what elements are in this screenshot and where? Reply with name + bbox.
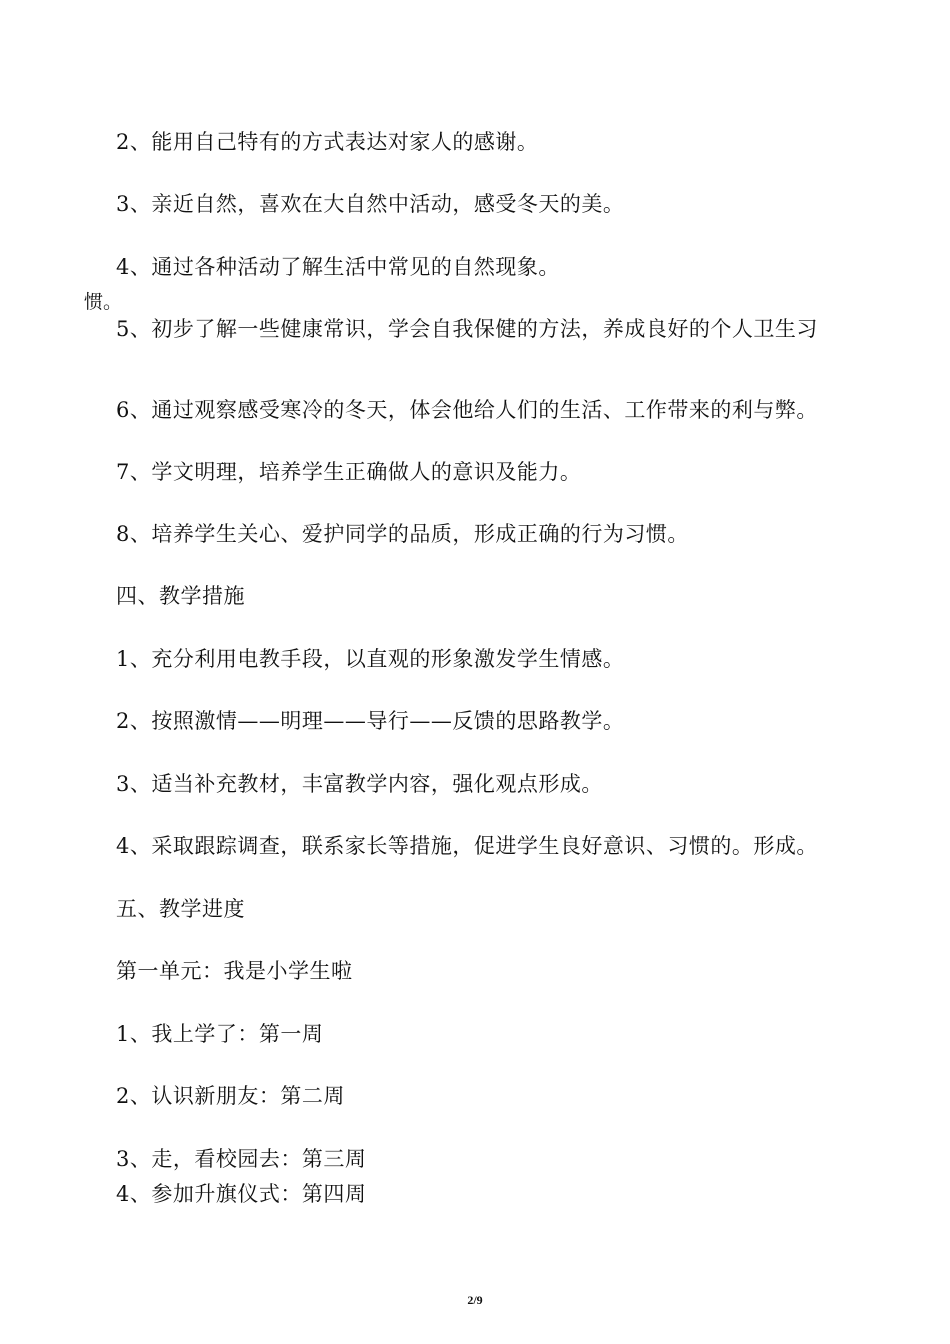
measure-line-2: 2、按照激情——明理——导行——反馈的思路教学。 — [116, 709, 625, 733]
objective-line-4: 4、通过各种活动了解生活中常见的自然现象。 — [116, 255, 560, 279]
page-number: 2/9 — [467, 1293, 483, 1307]
objective-line-2: 2、能用自己特有的方式表达对家人的感谢。 — [116, 130, 539, 154]
objective-line-6: 6、通过观察感受寒冷的冬天，体会他给人们的生活、工作带来的利与弊。 — [116, 398, 818, 422]
section-heading-measures: 四、教学措施 — [116, 584, 245, 608]
section-heading-schedule: 五、教学进度 — [116, 897, 245, 921]
objective-line-5: 5、初步了解一些健康常识，学会自我保健的方法，养成良好的个人卫生习 — [116, 317, 818, 341]
measure-line-3: 3、适当补充教材，丰富教学内容，强化观点形成。 — [116, 772, 603, 796]
measure-line-1: 1、充分利用电教手段，以直观的形象激发学生情感。 — [116, 647, 625, 671]
objective-line-7: 7、学文明理，培养学生正确做人的意识及能力。 — [116, 460, 582, 484]
measure-line-4: 4、采取跟踪调查，联系家长等措施，促进学生良好意识、习惯的。形成。 — [116, 834, 818, 858]
objective-line-8: 8、培养学生关心、爱护同学的品质，形成正确的行为习惯。 — [116, 522, 689, 546]
schedule-line-4: 4、参加升旗仪式：第四周 — [116, 1182, 367, 1206]
schedule-line-2: 2、认识新朋友：第二周 — [116, 1084, 345, 1108]
schedule-line-3: 3、走，看校园去：第三周 — [116, 1147, 367, 1171]
schedule-line-1: 1、我上学了：第一周 — [116, 1022, 324, 1046]
orphan-text-fragment: 惯。 — [84, 291, 123, 313]
unit-heading: 第一单元：我是小学生啦 — [116, 959, 353, 983]
objective-line-3: 3、亲近自然，喜欢在大自然中活动，感受冬天的美。 — [116, 192, 625, 216]
